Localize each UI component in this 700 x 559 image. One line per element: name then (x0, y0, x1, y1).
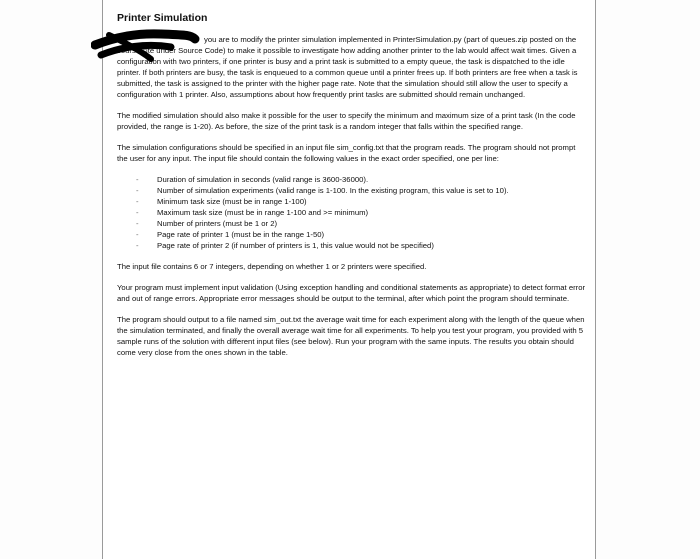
list-item-page-rate-2: - Page rate of printer 2 (if number of printers is 1, this value would not be specified) (157, 240, 587, 251)
list-item-page-rate-1: - Page rate of printer 1 (must be in the range 1-50) (157, 229, 587, 240)
list-item-min-size: - Minimum task size (must be in range 1-100) (157, 196, 587, 207)
list-item-experiments: - Number of simulation experiments (valid range is 1-100. In the existing program, this value is set to 10). (157, 185, 587, 196)
paragraph-input-count: The input file contains 6 or 7 integers, depending on whether 1 or 2 printers were specified. (117, 262, 427, 271)
list-item-duration: - Duration of simulation in seconds (valid range is 3600-36000). (157, 174, 587, 185)
document-page (102, 0, 596, 559)
document-title: Printer Simulation (117, 12, 208, 24)
list-item-num-printers: - Number of printers (must be 1 or 2) (157, 218, 587, 229)
redaction-mark (91, 25, 201, 67)
paragraph-task-size: The modified simulation should also make it possible for the user to specify the minimum and maximum size of a print task (In the code provided, the range is 1-20). As before, the size of the print task is a random integer that falls within the specified range. (117, 111, 576, 131)
config-values-list (117, 174, 587, 251)
paragraph-output: The program should output to a file named sim_out.txt the average wait time for each experiment along with the length of the queue when the simulation terminated, and finally the overall average wait time for all experiments. To help you test your program, you provided with 5 sample runs of the solution with different input files (see below). Run your program with the same inputs. The results you obtain should come very close from the ones shown in the table. (117, 315, 585, 357)
paragraph-validation: Your program must implement input validation (Using exception handling and conditional statements as appropriate) to detect format error and out of range errors. Appropriate error messages should be output to the terminal, after which point the program should terminate. (117, 283, 586, 303)
paragraph-intro: you are to modify the printer simulation implemented in PrinterSimulation.py (part of queues.zip posted on the course site under Source Code) to make it possible to investigate how adding another printer to the lab would affect wait times. Given a configuration with two printers, if one printer is busy and a print task is submitted to a empty queue, the task is dispatched to the idle printer. If both printers are busy, the task is enqueued to a common queue until a printer frees up. If both printers are free when a task is submitted, the task is assigned to the printer with the higher page rate. Note that the simulation should still allow the user to specify a configuration with 1 printer. Also, assumptions about how frequently print tasks are submitted should remain unchanged. (117, 35, 578, 99)
list-item-max-size: - Maximum task size (must be in range 1-100 and >= minimum) (157, 207, 587, 218)
paragraph-config-file: The simulation configurations should be specified in an input file sim_config.txt that the program reads. The program should not prompt the user for any input. The input file should contain the following values in the exact order specified, one per line: (117, 143, 576, 163)
